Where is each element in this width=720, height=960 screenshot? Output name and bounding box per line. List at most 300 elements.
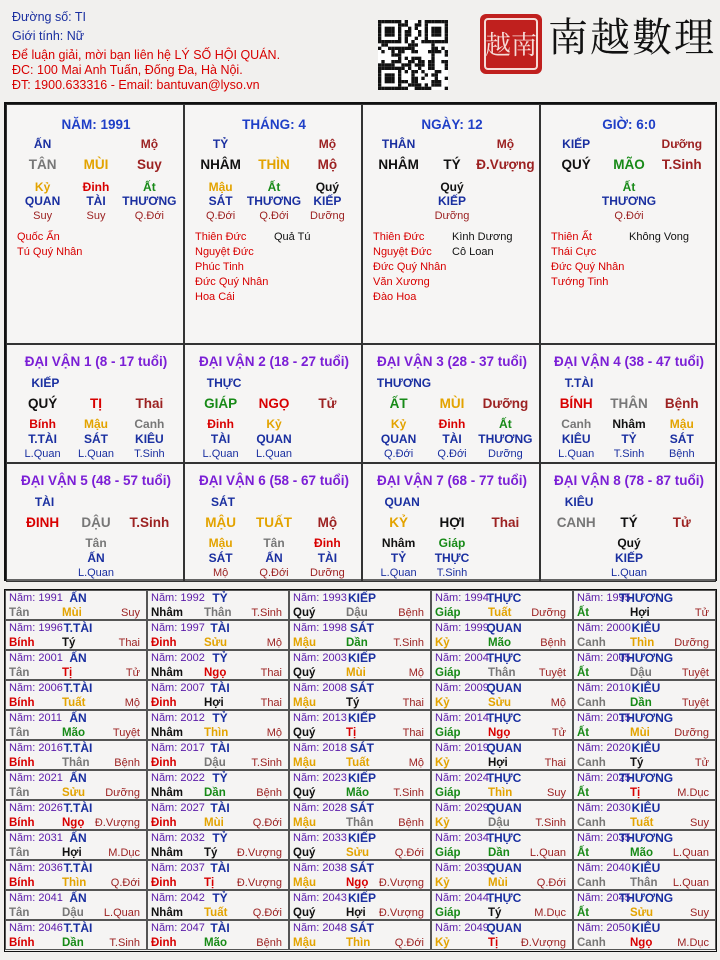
dai-van-row2-item: Tử: [672, 515, 691, 530]
year-star: THỰC: [486, 711, 522, 725]
year-branch: Thân: [204, 607, 232, 619]
year-stem: Giáp: [435, 607, 461, 619]
pillar-row3-item: Ất: [143, 180, 156, 194]
year-phase: Thai: [402, 727, 424, 739]
year-cell: [289, 650, 431, 680]
year-stem: Đinh: [151, 877, 177, 889]
year-branch: Hợi: [488, 757, 508, 769]
year-stem: Ất: [577, 907, 590, 919]
dai-van-row4-item: T.TÀI: [28, 432, 57, 446]
dai-van-title: ĐẠI VẬN 4 (38 - 47 tuổi): [553, 354, 705, 369]
pillar-title: NĂM: 1991: [61, 117, 131, 132]
year-stem: Ất: [577, 667, 590, 679]
year-star: ẤN: [69, 711, 87, 725]
year-phase: Thai: [260, 697, 282, 709]
star-left: Văn Xương: [373, 276, 430, 288]
year-branch: Tị: [62, 667, 73, 679]
dai-van-cell-2: [184, 344, 362, 463]
year-phase: Dưỡng: [105, 787, 140, 799]
year-label: Năm: 2032: [151, 832, 205, 844]
pillar-row4-item: KIẾP: [313, 194, 342, 208]
year-branch: Mão: [346, 787, 369, 799]
dai-van-title: ĐẠI VẬN 8 (78 - 87 tuổi): [553, 473, 705, 488]
year-star: QUAN: [486, 801, 522, 815]
dai-van-sao: T.TÀI: [564, 376, 594, 390]
year-stem: Kỷ: [435, 697, 450, 709]
year-cell: [289, 890, 431, 920]
year-label: Năm: 2033: [293, 832, 347, 844]
year-cell: [147, 740, 289, 770]
dai-van-row3-item: Nhâm: [612, 417, 646, 431]
dai-van-row3-item: Tân: [263, 536, 285, 550]
seal-text: 越南: [484, 31, 538, 61]
year-branch: Tý: [630, 757, 644, 769]
year-label: Năm: 2013: [293, 712, 347, 724]
year-cell: [431, 800, 573, 830]
year-label: Năm: 2035: [577, 832, 631, 844]
year-star: TÀI: [210, 921, 230, 935]
year-branch: Tị: [346, 727, 357, 739]
year-label: Năm: 1999: [435, 622, 489, 634]
dai-van-row2-item: Thai: [135, 396, 164, 411]
year-phase: Tuyệt: [681, 697, 709, 709]
year-label: Năm: 2045: [577, 892, 631, 904]
star-left: Thiên Ất: [551, 231, 592, 243]
pillar-row1-item: ẤN: [33, 137, 52, 151]
year-star: KIÊU: [631, 861, 661, 875]
year-star: KIẾP: [347, 591, 377, 605]
year-star: SÁT: [350, 681, 374, 695]
dai-van-row4-item: TÀI: [317, 551, 338, 565]
year-phase: Tử: [694, 607, 709, 619]
year-stem: Kỷ: [435, 637, 450, 649]
dai-van-row2-item: TỊ: [90, 396, 102, 411]
star-left: Đức Quý Nhân: [195, 276, 269, 288]
year-star: KIÊU: [631, 921, 661, 935]
dai-van-row3-item: Giáp: [438, 536, 466, 550]
year-branch: Dậu: [346, 607, 368, 619]
dai-van-title: ĐẠI VẬN 2 (18 - 27 tuổi): [198, 354, 350, 369]
year-cell: [5, 620, 147, 650]
year-cell: [147, 860, 289, 890]
star-right: Quả Tú: [274, 231, 311, 243]
year-phase: M.Dục: [534, 907, 566, 919]
pillar-row4-item: SÁT: [208, 194, 233, 208]
year-phase: Bệnh: [114, 757, 140, 769]
year-stem: Tân: [9, 727, 30, 739]
pillar-row3-item: Đinh: [82, 180, 110, 194]
pillar-row2-item: MÃO: [613, 157, 645, 172]
year-star: QUAN: [486, 861, 522, 875]
year-label: Năm: 2048: [293, 922, 347, 934]
year-cell: [5, 770, 147, 800]
year-cell: [147, 680, 289, 710]
year-label: Năm: 2021: [9, 772, 63, 784]
year-branch: Dần: [346, 637, 368, 649]
year-phase: Suy: [690, 817, 709, 829]
year-branch: Hợi: [204, 697, 224, 709]
dai-van-title: ĐẠI VẬN 5 (48 - 57 tuổi): [20, 473, 172, 488]
year-cell: [573, 590, 716, 620]
year-phase: Đ.Vượng: [236, 847, 282, 859]
year-label: Năm: 2050: [577, 922, 631, 934]
star-right: Không Vong: [629, 231, 689, 243]
year-stem: Quý: [293, 607, 316, 619]
pillar-row1-item: Mộ: [140, 137, 159, 151]
dai-van-row4-item: TỶ: [621, 432, 637, 446]
year-stem: Đinh: [151, 757, 177, 769]
year-phase: Suy: [121, 607, 140, 619]
pillar-row1-item: Mộ: [318, 137, 337, 151]
year-phase: L.Quan: [103, 907, 140, 919]
year-label: Năm: 2018: [293, 742, 347, 754]
year-label: Năm: 2004: [435, 652, 489, 664]
year-phase: Bệnh: [256, 937, 282, 949]
year-branch: Tý: [62, 637, 76, 649]
year-star: T.TÀI: [63, 621, 93, 635]
pillar-row2-item: Đ.Vượng: [476, 157, 535, 172]
star-left: Thiên Đức: [373, 231, 425, 243]
year-phase: Mộ: [550, 697, 566, 709]
pillar-row3-item: Ất: [622, 180, 636, 194]
year-branch: Ngọ: [62, 817, 85, 829]
year-phase: T.Sinh: [535, 817, 566, 829]
year-stem: Tân: [9, 847, 30, 859]
dai-van-row4-item: SÁT: [84, 432, 108, 446]
year-cell: [289, 920, 431, 950]
year-phase: Bệnh: [540, 637, 566, 649]
year-branch: Mùi: [204, 817, 224, 829]
dai-van-row5-item: L.Quan: [380, 567, 417, 579]
year-branch: Dậu: [204, 757, 226, 769]
year-star: THƯƠNG: [618, 831, 674, 845]
year-label: Năm: 1995: [577, 592, 631, 604]
year-branch: Dậu: [488, 817, 510, 829]
year-branch: Ngọ: [630, 937, 653, 949]
year-cell: [431, 680, 573, 710]
star-left: Nguyệt Đức: [195, 246, 254, 258]
year-cell: [147, 770, 289, 800]
dai-van-row4-item: THƯƠNG: [478, 432, 533, 446]
year-star: QUAN: [486, 621, 522, 635]
year-phase: M.Dục: [108, 847, 140, 859]
year-branch: Thân: [62, 757, 90, 769]
dai-van-row5-item: L.Quan: [558, 448, 595, 460]
year-branch: Thìn: [204, 727, 229, 739]
year-label: Năm: 2037: [151, 862, 205, 874]
year-stem: Giáp: [435, 667, 461, 679]
dai-van-row2-item: Thai: [491, 515, 520, 530]
year-stem: Bính: [9, 817, 35, 829]
year-star: TỶ: [212, 891, 228, 905]
year-phase: Đ.Vượng: [378, 907, 424, 919]
year-phase: Mộ: [266, 637, 282, 649]
year-branch: Dần: [204, 787, 226, 799]
year-star: TÀI: [210, 621, 230, 635]
year-branch: Mão: [204, 937, 227, 949]
dai-van-row5-item: L.Quan: [255, 448, 293, 460]
year-star: ẤN: [69, 651, 87, 665]
dai-van-row2-item: DẬU: [81, 515, 111, 530]
dai-van-row4-item: KIẾP: [614, 551, 644, 565]
year-phase: Q.Đới: [252, 817, 282, 829]
year-label: Năm: 2015: [577, 712, 631, 724]
year-branch: Ngọ: [204, 667, 227, 679]
dai-van-row2-item: BÍNH: [559, 396, 593, 411]
dai-van-sao: THƯƠNG: [376, 376, 432, 390]
year-stem: Canh: [577, 937, 606, 949]
year-label: Năm: 2025: [577, 772, 631, 784]
year-phase: Suy: [547, 787, 566, 799]
year-label: Năm: 2026: [9, 802, 63, 814]
year-phase: Dưỡng: [531, 607, 566, 619]
pillar-row3-item: Ất: [267, 180, 281, 194]
year-phase: Thai: [544, 757, 566, 769]
pillar-row4-item: THƯƠNG: [601, 194, 657, 208]
dai-van-row3-item: Đinh: [314, 536, 341, 550]
dai-van-row4-item: ẤN: [87, 551, 105, 565]
year-label: Năm: 2043: [293, 892, 347, 904]
year-phase: Đ.Vượng: [378, 877, 424, 889]
dai-van-row5-item: Q.Đới: [259, 567, 289, 579]
year-phase: Suy: [690, 907, 709, 919]
star-left: Tú Quý Nhân: [17, 246, 83, 258]
star-right: Cô Loan: [452, 246, 494, 258]
dai-van-row5-item: T.Sinh: [613, 448, 645, 460]
year-star: SÁT: [350, 861, 374, 875]
pillar-row1-item: THÂN: [381, 137, 416, 151]
year-branch: Sửu: [204, 637, 228, 649]
year-cell: [147, 890, 289, 920]
year-stem: Bính: [9, 877, 35, 889]
year-phase: T.Sinh: [109, 937, 140, 949]
star-left: Thái Cực: [551, 246, 597, 258]
star-left: Hoa Cái: [195, 291, 235, 303]
dai-van-row3-item: Kỷ: [390, 417, 407, 431]
year-cell: [431, 620, 573, 650]
year-cell: [5, 800, 147, 830]
star-left: Phúc Tinh: [195, 261, 244, 273]
year-branch: Dần: [488, 847, 510, 859]
year-branch: Tý: [204, 847, 218, 859]
year-branch: Dần: [62, 937, 84, 949]
year-stem: Canh: [577, 877, 606, 889]
year-stem: Kỷ: [435, 937, 450, 949]
dai-van-row2-item: ẤT: [389, 396, 408, 411]
year-star: T.TÀI: [63, 681, 93, 695]
year-phase: Mộ: [408, 757, 424, 769]
year-stem: Mậu: [293, 637, 316, 649]
year-star: TÀI: [210, 861, 230, 875]
year-cell: [431, 770, 573, 800]
year-cell: [5, 680, 147, 710]
dai-van-row5-item: L.Quan: [24, 448, 61, 460]
year-label: Năm: 2003: [293, 652, 347, 664]
year-stem: Ất: [577, 727, 590, 739]
year-star: T.TÀI: [63, 921, 93, 935]
chart-header: [0, 0, 720, 102]
year-cell: [5, 740, 147, 770]
dai-van-row5-item: Q.Đới: [437, 448, 467, 460]
year-label: Năm: 1997: [151, 622, 205, 634]
year-phase: M.Dục: [677, 937, 709, 949]
year-phase: Mộ: [266, 727, 282, 739]
year-phase: L.Quan: [529, 847, 566, 859]
year-star: THỰC: [486, 771, 522, 785]
year-cell: [431, 920, 573, 950]
year-branch: Tị: [204, 877, 215, 889]
pillar-row3-item: Quý: [315, 180, 340, 194]
year-stem: Nhâm: [151, 607, 183, 619]
annual-luck-table: [4, 589, 717, 952]
dai-van-row4-item: KIÊU: [135, 432, 164, 446]
year-cell: [289, 800, 431, 830]
year-stem: Nhâm: [151, 787, 183, 799]
dai-van-row3-item: Quý: [617, 536, 641, 550]
year-cell: [147, 590, 289, 620]
year-star: TÀI: [210, 801, 230, 815]
year-stem: Giáp: [435, 787, 461, 799]
pillar-row5-item: Q.Đới: [259, 210, 289, 222]
year-branch: Mão: [630, 847, 653, 859]
dai-van-row5-item: L.Quan: [202, 448, 239, 460]
year-star: QUAN: [486, 681, 522, 695]
year-label: Năm: 1991: [9, 592, 63, 604]
year-stem: Giáp: [435, 847, 461, 859]
year-cell: [289, 710, 431, 740]
year-stem: Quý: [293, 907, 316, 919]
pillar-row4-item: THƯƠNG: [122, 194, 177, 208]
year-branch: Ngọ: [346, 877, 369, 889]
year-star: THỰC: [486, 651, 522, 665]
year-branch: Tuất: [630, 817, 654, 829]
year-cell: [431, 740, 573, 770]
star-left: Nguyệt Đức: [373, 246, 432, 258]
dai-van-row2-item: Bệnh: [664, 396, 699, 411]
year-branch: Ngọ: [488, 727, 511, 739]
year-stem: Kỷ: [435, 817, 450, 829]
pillar-row2-item: Mộ: [317, 157, 338, 172]
year-label: Năm: 2049: [435, 922, 489, 934]
year-star: TỶ: [212, 831, 228, 845]
year-phase: T.Sinh: [393, 787, 424, 799]
year-star: T.TÀI: [63, 861, 93, 875]
year-branch: Tuất: [62, 697, 86, 709]
dai-van-row5-item: L.Quan: [77, 567, 115, 579]
year-branch: Tý: [346, 697, 360, 709]
year-label: Năm: 2029: [435, 802, 489, 814]
year-stem: Ất: [577, 847, 590, 859]
dai-van-row3-item: Đinh: [207, 417, 234, 431]
year-label: Năm: 2005: [577, 652, 631, 664]
dai-van-sao: KIÊU: [564, 495, 594, 509]
year-cell: [289, 860, 431, 890]
year-label: Năm: 2012: [151, 712, 205, 724]
year-label: Năm: 2001: [9, 652, 63, 664]
year-star: KIẾP: [347, 891, 377, 905]
year-label: Năm: 2010: [577, 682, 631, 694]
year-star: ẤN: [69, 771, 87, 785]
year-branch: Dậu: [630, 667, 652, 679]
pillar-title: NGÀY: 12: [421, 117, 483, 132]
year-branch: Tuất: [346, 757, 370, 769]
year-label: Năm: 2023: [293, 772, 347, 784]
pillar-cell-2: [184, 104, 362, 344]
year-stem: Đinh: [151, 937, 177, 949]
year-stem: Canh: [577, 757, 606, 769]
pillar-row2-item: TÝ: [443, 157, 461, 172]
dai-van-cell-6: [184, 463, 362, 582]
star-right: Kình Dương: [452, 231, 513, 243]
pillar-row2-item: NHÂM: [200, 157, 241, 172]
year-phase: Mộ: [124, 697, 140, 709]
dai-van-cell-4: [540, 344, 716, 463]
year-stem: Quý: [293, 847, 316, 859]
dai-van-row3-item: Mậu: [208, 536, 233, 550]
year-label: Năm: 2017: [151, 742, 205, 754]
year-label: Năm: 2019: [435, 742, 489, 754]
year-star: TỶ: [212, 651, 228, 665]
header-line-phone-email: ĐT: 1900.633316 - Email: bantuvan@lyso.vn: [12, 78, 260, 92]
dai-van-row3-item: Đinh: [438, 417, 466, 431]
dai-van-row4-item: KIÊU: [561, 432, 591, 446]
year-stem: Giáp: [435, 907, 461, 919]
pillar-row1-item: KIẾP: [562, 137, 591, 151]
year-phase: Thai: [402, 697, 424, 709]
pillar-row1-item: Dưỡng: [661, 137, 703, 151]
dai-van-title: ĐẠI VẬN 7 (68 - 77 tuổi): [376, 473, 528, 488]
year-label: Năm: 1992: [151, 592, 205, 604]
year-cell: [147, 800, 289, 830]
year-stem: Mậu: [293, 817, 316, 829]
year-cell: [573, 890, 716, 920]
dai-van-row2-item: HỢI: [439, 515, 465, 530]
pillar-row1-item: TỶ: [212, 137, 229, 151]
year-phase: Thai: [118, 637, 140, 649]
dai-van-row5-item: Dưỡng: [488, 448, 523, 460]
year-phase: Đ.Vượng: [520, 937, 566, 949]
dai-van-row2-item: CANH: [556, 515, 596, 530]
year-stem: Bính: [9, 757, 35, 769]
year-stem: Đinh: [151, 637, 177, 649]
year-star: THỰC: [486, 891, 522, 905]
year-phase: T.Sinh: [251, 757, 282, 769]
year-stem: Kỷ: [435, 877, 450, 889]
year-label: Năm: 2024: [435, 772, 489, 784]
star-left: Đào Hoa: [373, 291, 417, 303]
pillar-row2-item: Suy: [137, 157, 162, 172]
qr-code[interactable]: [378, 20, 448, 90]
year-star: TỶ: [212, 711, 228, 725]
year-star: TÀI: [210, 681, 230, 695]
year-phase: Tuyệt: [538, 667, 566, 679]
dai-van-row4-item: THỰC: [434, 551, 470, 565]
year-branch: Mùi: [630, 727, 650, 739]
dai-van-row3-item: Kỷ: [266, 417, 282, 431]
year-stem: Mậu: [293, 757, 316, 769]
pillar-cell-4: [540, 104, 716, 344]
year-stem: Canh: [577, 697, 606, 709]
dai-van-row5-item: Q.Đới: [383, 448, 414, 460]
year-star: ẤN: [69, 831, 87, 845]
pillar-row5-item: Suy: [33, 210, 53, 222]
star-left: Đức Quý Nhân: [373, 261, 447, 273]
year-branch: Mùi: [346, 667, 366, 679]
dai-van-row2-item: THÂN: [610, 396, 648, 411]
year-star: QUAN: [486, 741, 522, 755]
year-stem: Đinh: [151, 817, 177, 829]
year-cell: [573, 800, 716, 830]
